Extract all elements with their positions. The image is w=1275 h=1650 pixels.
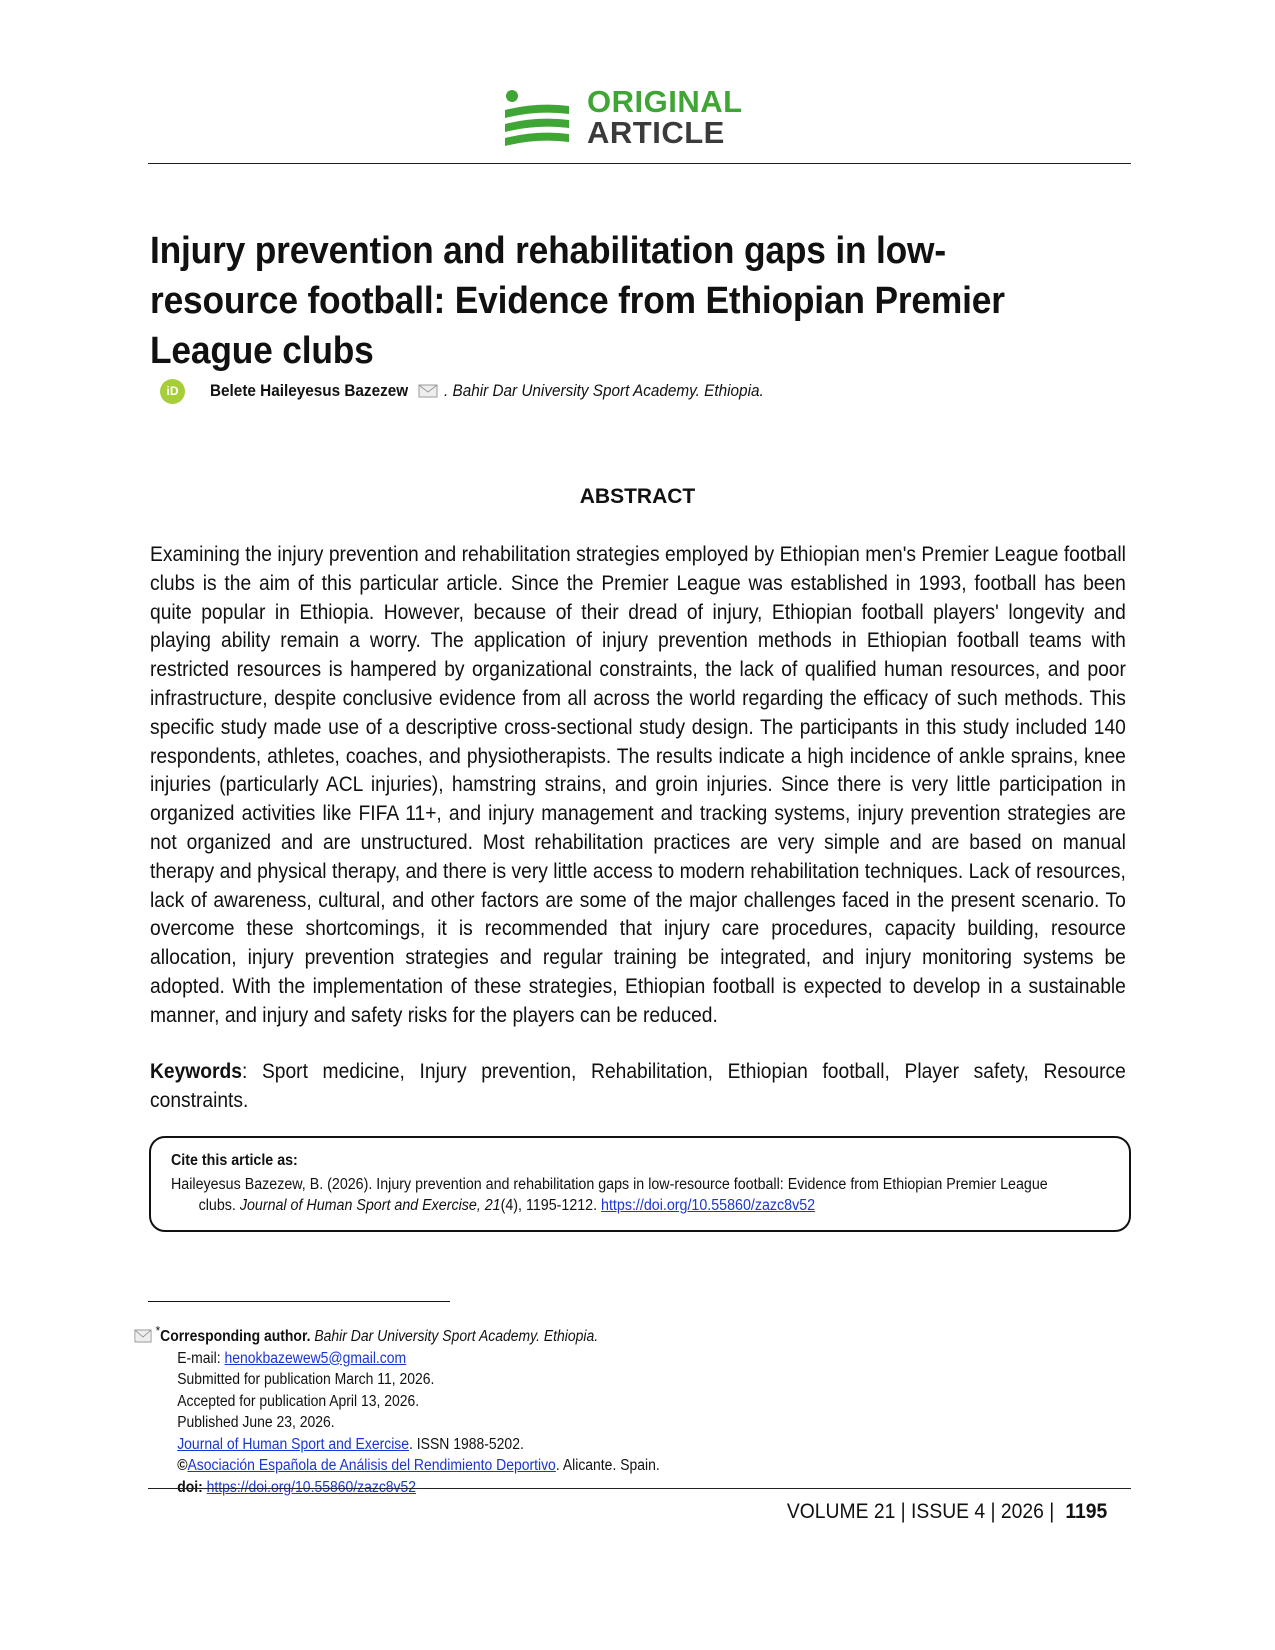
- author-line: [160, 379, 799, 403]
- footer-divider: [148, 1488, 1131, 1489]
- corresponding-label: Corresponding author.: [160, 1328, 311, 1346]
- abstract-heading: ABSTRACT: [579, 485, 696, 508]
- keywords-list: : Sport medicine, Injury prevention, Rehabilitation, Ethiopian football, Player safety, Resource constraints.: [150, 1060, 1126, 1112]
- author-affiliation: . Bahir Dar University Sport Academy. Ethiopia.: [444, 381, 764, 400]
- envelope-icon: [418, 384, 438, 398]
- citation-text: [171, 1174, 1091, 1216]
- keywords-label: Keywords: [150, 1060, 242, 1083]
- citation-doi-link[interactable]: https://doi.org/10.55860/zazc8v52: [601, 1197, 816, 1214]
- accepted-date: Accepted for publication April 13, 2026.: [177, 1392, 420, 1410]
- citation-text-part2: clubs.: [198, 1197, 240, 1214]
- location: . Alicante. Spain.: [555, 1457, 660, 1475]
- citation-journal: Journal of Human Sport and Exercise, 21: [239, 1197, 501, 1214]
- journal-row: [134, 1434, 764, 1456]
- published-date: Published June 23, 2026.: [177, 1414, 335, 1432]
- citation-issue-pages: (4), 1195-1212.: [500, 1197, 602, 1214]
- issn: . ISSN 1988-5202.: [409, 1435, 524, 1453]
- corresponding-author-row: [134, 1320, 764, 1348]
- header-divider: [148, 163, 1131, 164]
- email-link[interactable]: henokbazewew5@gmail.com: [224, 1349, 407, 1367]
- footnote-asterisk: *: [155, 1323, 161, 1338]
- submitted-date: Submitted for publication March 11, 2026.: [177, 1371, 435, 1389]
- citation-box: [149, 1136, 1131, 1232]
- email-row: [134, 1348, 764, 1370]
- corresponding-affiliation: Bahir Dar University Sport Academy. Ethiopia.: [310, 1328, 599, 1346]
- page-number: 1195: [1065, 1500, 1107, 1523]
- citation-text-part1: Haileyesus Bazezew, B. (2026). Injury prevention and rehabilitation gaps in low-resource football: Evidence from Ethiopian Premier League: [171, 1176, 1048, 1193]
- orcid-icon[interactable]: iD: [160, 379, 185, 404]
- abstract-text: Examining the injury prevention and rehabilitation strategies employed by Ethiopian men's Premier League football clubs is the aim of this particular article. Since the Premier League was established in 1993, football has been quite popular in Ethiopia. However, because of their dread of injury, Ethiopian football players' longevity and playing ability remain a worry. The application of injury prevention methods in Ethiopian football teams with restricted resources is hampered by organizational constraints, the lack of qualified human resources, and poor infrastructure, despite conclusive evidence from all across the world regarding the efficacy of such methods. This specific study made use of a descriptive cross-sectional study design. The participants in this study included 140 respondents, athletes, coaches, and physiotherapists. The results indicate a high incidence of ankle sprains, knee injuries (particularly ACL injuries), hamstring strains, and groin injuries. Since there is very little participation in organized activities like FIFA 11+, and injury management and tracking systems, injury prevention strategies are not organized and are unstructured. Most rehabilitation practices are very simple and are based on manual therapy and physical therapy, and there is very little access to modern rehabilitation techniques. Lack of resources, lack of awareness, cultural, and other factors are some of the major challenges faced in the present scenario. To overcome these shortcomings, it is recommended that injury care procedures, capacity building, resource allocation, injury prevention strategies and regular training be integrated, and injury monitoring systems be adopted. With the implementation of these strategies, Ethiopian football is expected to develop in a sustainable manner, and injury and safety risks for the players can be reduced.: [150, 543, 1126, 1027]
- volume-info: VOLUME 21 | ISSUE 4 | 2026 |: [786, 1500, 1055, 1523]
- citation-label: Cite this article as:: [171, 1152, 298, 1169]
- envelope-icon: [134, 1329, 152, 1343]
- footnote-block: [134, 1320, 764, 1498]
- association-link[interactable]: Asociación Española de Análisis del Rendimiento Deportivo: [187, 1457, 556, 1475]
- journal-link[interactable]: Journal of Human Sport and Exercise: [177, 1435, 410, 1453]
- copyright-row: [134, 1455, 764, 1477]
- copyright-symbol: ©: [177, 1457, 188, 1475]
- article-title: Injury prevention and rehabilitation gaps in low-resource football: Evidence from Ethiopian Premier League clubs: [150, 230, 1005, 372]
- logo-text-original: ORIGINAL: [587, 84, 743, 119]
- logo-text-article: ARTICLE: [587, 115, 725, 150]
- keywords: [150, 1058, 1126, 1116]
- logo-stripes-icon: [505, 90, 569, 148]
- doi-link[interactable]: https://doi.org/10.55860/zazc8v52: [206, 1478, 417, 1496]
- email-label: E-mail:: [177, 1349, 225, 1367]
- footnote-divider: [148, 1301, 450, 1302]
- page-footer: [787, 1500, 1107, 1524]
- original-article-logo: [505, 86, 775, 148]
- logo-text: [587, 86, 743, 148]
- doi-label: doi:: [177, 1478, 207, 1496]
- author-name: Belete Haileyesus Bazezew: [210, 381, 409, 400]
